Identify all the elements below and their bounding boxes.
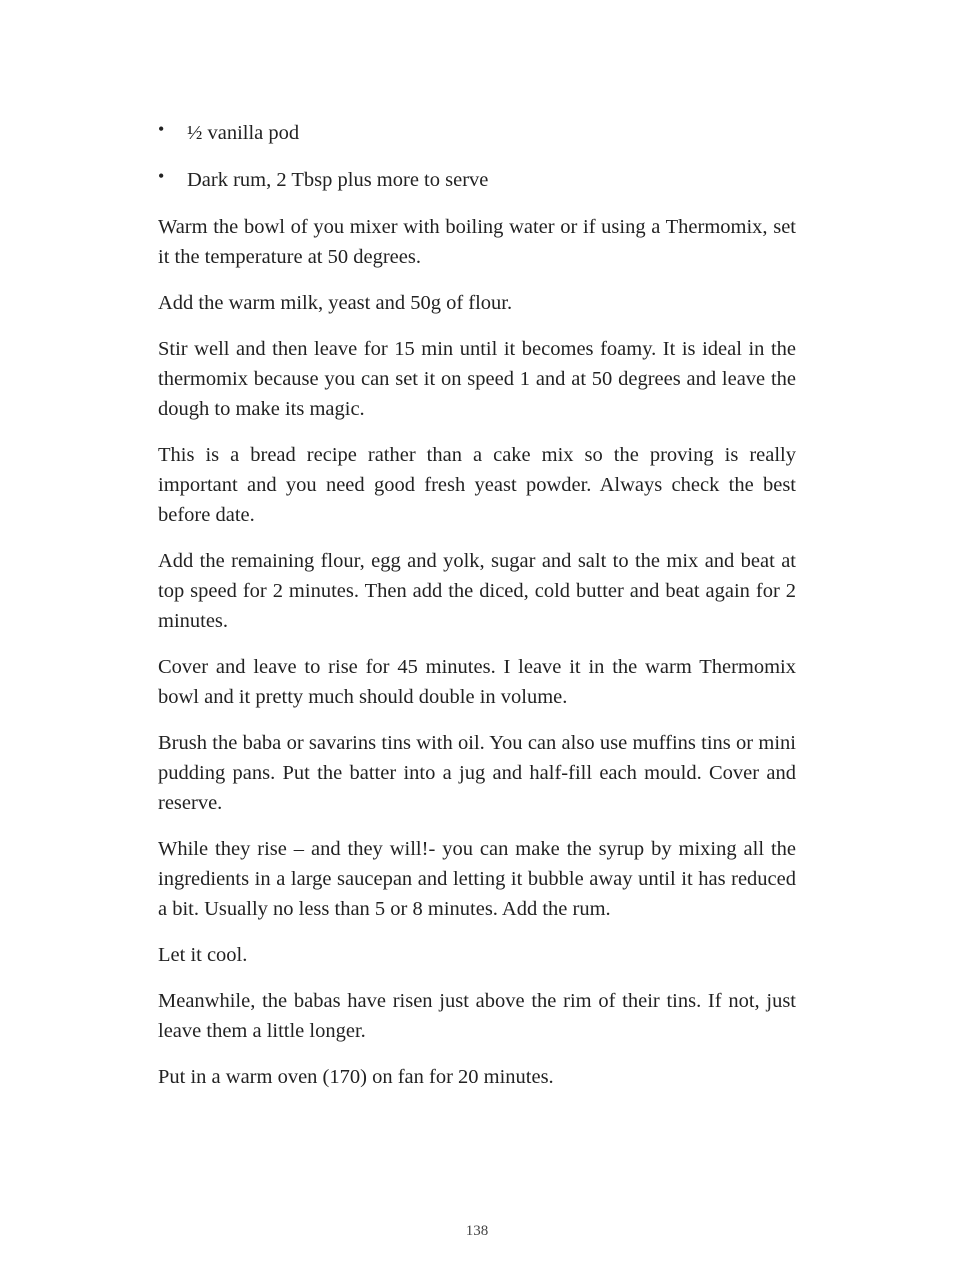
paragraph-add-milk: Add the warm milk, yeast and 50g of flour. (158, 292, 513, 314)
paragraph-warm-bowl: Warm the bowl of you mixer with boiling water or if using a Thermomix, set it the temperature at 50 degrees. (158, 216, 796, 268)
list-item-text: Dark rum, 2 Tbsp plus more to serve (187, 169, 489, 191)
list-item (158, 165, 796, 195)
list-item-text: ½ vanilla pod (187, 122, 300, 144)
paragraph-cover-rise: Cover and leave to rise for 45 minutes. I leave it in the warm Thermomix bowl and it pretty much should double in volume. (158, 656, 796, 708)
paragraph-remaining-flour: Add the remaining flour, egg and yolk, sugar and salt to the mix and beat at top speed for 2 minutes. Then add the diced, cold butter and beat again for 2 minutes. (158, 550, 796, 632)
bullet-icon: • (158, 166, 165, 186)
paragraph-syrup: While they rise – and they will!- you can make the syrup by mixing all the ingredients in a large saucepan and letting it bubble away until it has reduced a bit. Usually no less than 5 or 8 minutes. Add the rum. (158, 838, 796, 920)
paragraph-oven: Put in a warm oven (170) on fan for 20 minutes. (158, 1066, 554, 1088)
paragraph-bread-recipe: This is a bread recipe rather than a cake mix so the proving is really important and you need good fresh yeast powder. Always check the best before date. (158, 444, 796, 526)
page-number: 138 (465, 1223, 489, 1239)
paragraph-babas-risen: Meanwhile, the babas have risen just above the rim of their tins. If not, just leave them a little longer. (158, 990, 796, 1042)
paragraph-let-cool: Let it cool. (158, 944, 248, 966)
page-content (158, 118, 796, 1108)
ingredient-list (158, 118, 796, 195)
bullet-icon: • (158, 119, 165, 139)
paragraph-brush-tins: Brush the baba or savarins tins with oil. You can also use muffins tins or mini pudding pans. Put the batter into a jug and half-fill each mould. Cover and reserve. (158, 732, 796, 814)
list-item (158, 118, 796, 148)
paragraph-stir-well: Stir well and then leave for 15 min until it becomes foamy. It is ideal in the thermomix because you can set it on speed 1 and at 50 degrees and leave the dough to make its magic. (158, 338, 796, 420)
